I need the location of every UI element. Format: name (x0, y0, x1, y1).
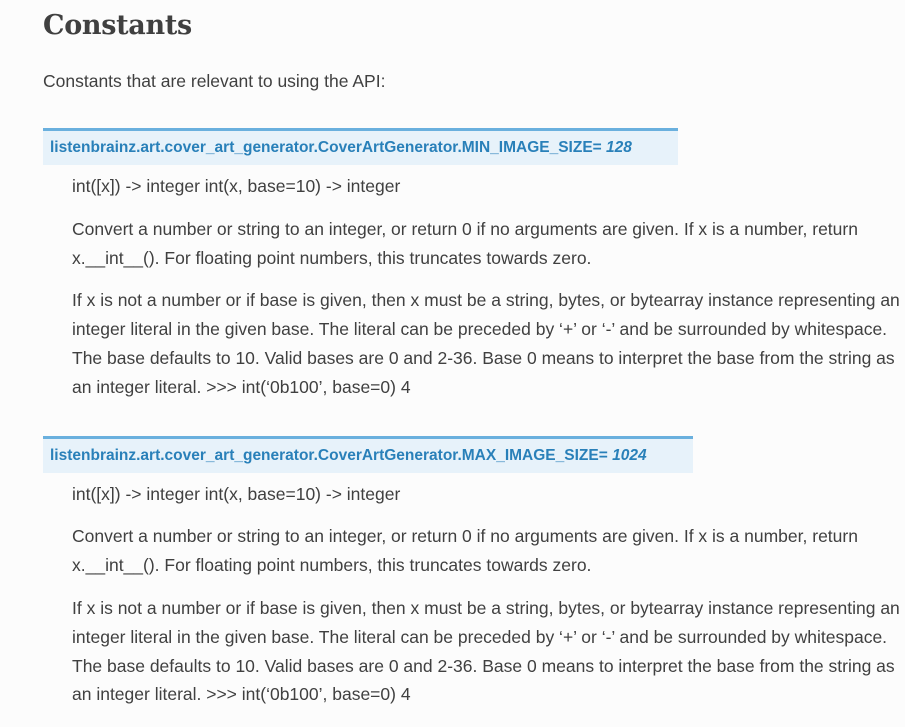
constant-min-image-size (43, 128, 905, 402)
signature-value: 1024 (612, 446, 647, 464)
signature-name: listenbrainz.art.cover_art_generator.CoverArtGenerator.MAX_IMAGE_SIZE= (50, 446, 608, 464)
signature-name: listenbrainz.art.cover_art_generator.CoverArtGenerator.MIN_IMAGE_SIZE= (50, 139, 602, 156)
constant-description (72, 172, 905, 402)
section-title: Constants (43, 10, 192, 41)
section-intro: Constants that are relevant to using the API: (43, 71, 386, 91)
constant-signature[interactable] (43, 436, 693, 473)
description-paragraph: If x is not a number or if base is given, then x must be a string, bytes, or bytearray instance representing an integer literal in the given base. The literal can be preceded by ‘+’ or ‘-’ and be surrounded by whitespace. The base defaults to 10. Valid bases are 0 and 2-36. Base 0 means to interpret the base from the string as an integer literal. >>> int(‘0b100’, base=0) 4 (72, 290, 900, 397)
description-paragraph: Convert a number or string to an integer, or return 0 if no arguments are given. If x is a number, return x.__int__(). For floating point numbers, this truncates towards zero. (72, 526, 858, 576)
usage-text: int([x]) -> integer int(x, base=10) -> integer (72, 176, 401, 196)
description-paragraph: Convert a number or string to an integer, or return 0 if no arguments are given. If x is a number, return x.__int__(). For floating point numbers, this truncates towards zero. (72, 218, 858, 268)
description-paragraph: If x is not a number or if base is given, then x must be a string, bytes, or bytearray instance representing an integer literal in the given base. The literal can be preceded by ‘+’ or ‘-’ and be surrounded by whitespace. The base defaults to 10. Valid bases are 0 and 2-36. Base 0 means to interpret the base from the string as an integer literal. >>> int(‘0b100’, base=0) 4 (72, 597, 900, 705)
constant-signature[interactable] (43, 128, 678, 165)
constant-description (72, 480, 905, 710)
constant-max-image-size (43, 436, 905, 710)
signature-value: 128 (606, 139, 632, 156)
usage-text: int([x]) -> integer int(x, base=10) -> integer (72, 483, 401, 504)
